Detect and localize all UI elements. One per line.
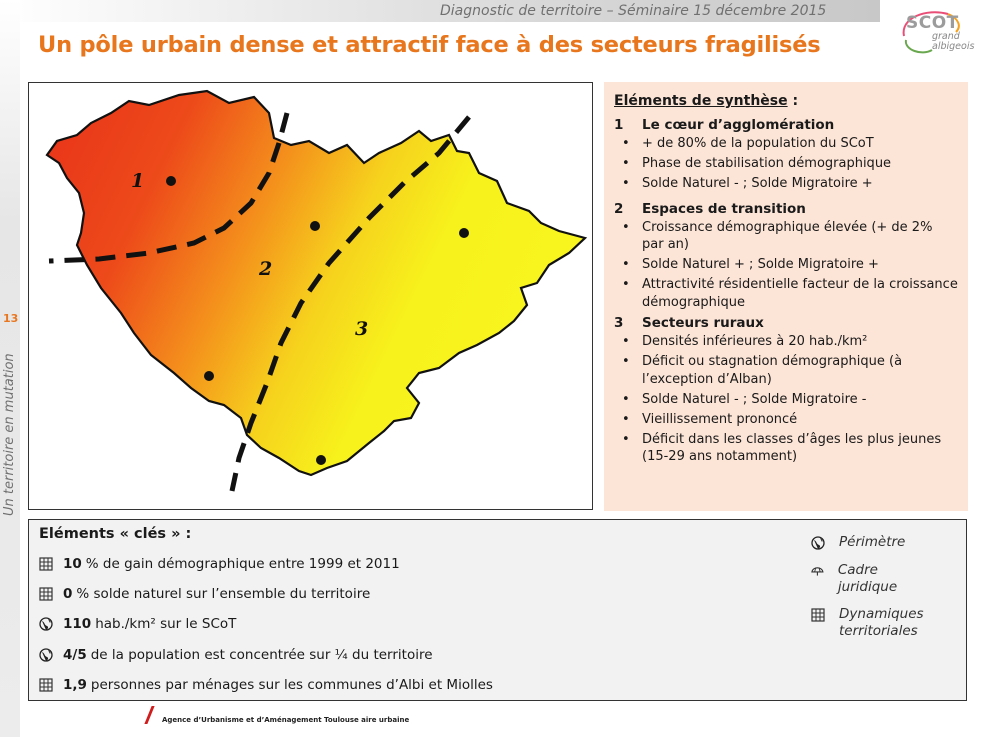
section-3-heading	[614, 315, 958, 331]
footer-agency-text: Agence d’Urbanisme et d’Aménagement Toulouse aire urbaine	[162, 716, 410, 724]
chart-grid-icon	[39, 587, 53, 601]
key-value: 1,9	[63, 677, 87, 693]
logo-text: SCOT	[906, 13, 959, 33]
key-text: hab./km² sur le SCoT	[95, 616, 237, 632]
zone-label-2: 2	[259, 258, 273, 280]
synthesis-colon: :	[787, 93, 799, 109]
map-svg	[29, 83, 591, 508]
footer-slash	[144, 706, 154, 724]
key-elements-title: Eléments « clés » :	[39, 526, 192, 542]
section-1-heading	[614, 117, 958, 133]
legend-item-cadre	[811, 562, 911, 596]
key-item	[39, 556, 400, 572]
key-item	[39, 677, 493, 693]
section-number: 2	[614, 200, 624, 217]
key-text: % de gain démographique entre 1999 et 2011	[85, 556, 400, 572]
key-value: 110	[63, 616, 92, 632]
zone-label-1: 1	[131, 170, 145, 192]
list-item: • Solde Naturel + ; Solde Migratoire +	[614, 256, 958, 274]
key-text: de la population est concentrée sur ¼ du territoire	[90, 647, 433, 663]
list-item: • Solde Naturel - ; Solde Migratoire +	[614, 175, 958, 193]
list-item: • Solde Naturel - ; Solde Migratoire -	[614, 391, 958, 409]
section-title: Le cœur d’agglomération	[642, 117, 835, 133]
header-subtitle: Diagnostic de territoire – Séminaire 15 décembre 2015	[440, 3, 827, 19]
section-title: Secteurs ruraux	[642, 315, 764, 331]
key-item	[39, 586, 370, 602]
map-point	[166, 176, 176, 186]
key-item	[39, 616, 236, 632]
section-title: Espaces de transition	[642, 200, 806, 217]
globe-icon	[39, 648, 53, 662]
page-number: 13	[3, 312, 19, 325]
legend-label: Cadre juridique	[837, 562, 898, 595]
key-text: personnes par ménages sur les communes d’Albi et Miolles	[90, 677, 493, 693]
map-point	[459, 228, 469, 238]
map-point	[316, 455, 326, 465]
section-vertical-label: Un territoire en mutation	[2, 353, 17, 516]
logo-sub-albigeois: albigeois	[932, 41, 975, 52]
synthesis-title: Eléments de synthèse	[614, 93, 788, 109]
globe-icon	[811, 536, 825, 550]
scot-logo	[896, 6, 982, 58]
list-item: • Phase de stabilisation démographique	[614, 155, 958, 173]
synthesis-panel	[604, 82, 968, 511]
section-1-list	[614, 135, 958, 193]
chart-grid-icon	[39, 678, 53, 692]
section-2-heading	[614, 201, 958, 217]
section-number: 3	[614, 315, 624, 331]
logo-sub-grand: grand	[932, 31, 960, 42]
legend-item-perimetre	[811, 534, 905, 551]
list-item: • + de 80% de la population du SCoT	[614, 135, 958, 153]
key-value: 4/5	[63, 647, 87, 663]
section-number: 1	[614, 117, 624, 133]
legend-label: Périmètre	[839, 534, 906, 550]
list-item: • Déficit dans les classes d’âges les plus jeunes (15-29 ans notamment)	[614, 431, 958, 466]
legend-label: Dynamiques territoriales	[839, 606, 924, 639]
page-title: Un pôle urbain dense et attractif face à des secteurs fragilisés	[38, 32, 821, 58]
map-point	[310, 221, 320, 231]
globe-icon	[39, 617, 53, 631]
list-item: • Attractivité résidentielle facteur de la croissance démographique	[614, 276, 958, 311]
chart-grid-icon	[811, 608, 825, 622]
zone-label-3: 3	[355, 318, 369, 340]
list-item: • Densités inférieures à 20 hab./km²	[614, 333, 958, 351]
chart-grid-icon	[39, 557, 53, 571]
list-item: • Croissance démographique élevée (+ de 2% par an)	[614, 219, 958, 254]
territory-map	[28, 82, 593, 510]
key-elements-panel	[28, 519, 967, 701]
map-point	[204, 371, 214, 381]
umbrella-icon	[811, 564, 824, 578]
section-2-list	[614, 219, 958, 312]
synthesis-header	[614, 90, 958, 109]
list-item: • Déficit ou stagnation démographique (à l’exception d’Alban)	[614, 353, 958, 388]
list-item: • Vieillissement prononcé	[614, 411, 958, 429]
legend-item-dynamiques	[811, 606, 951, 640]
key-item	[39, 647, 433, 663]
section-3-list	[614, 333, 958, 466]
key-value: 0	[63, 586, 73, 602]
key-value: 10	[63, 556, 82, 572]
key-text: % solde naturel sur l’ensemble du territoire	[76, 586, 371, 602]
logo-subtext	[932, 32, 974, 52]
